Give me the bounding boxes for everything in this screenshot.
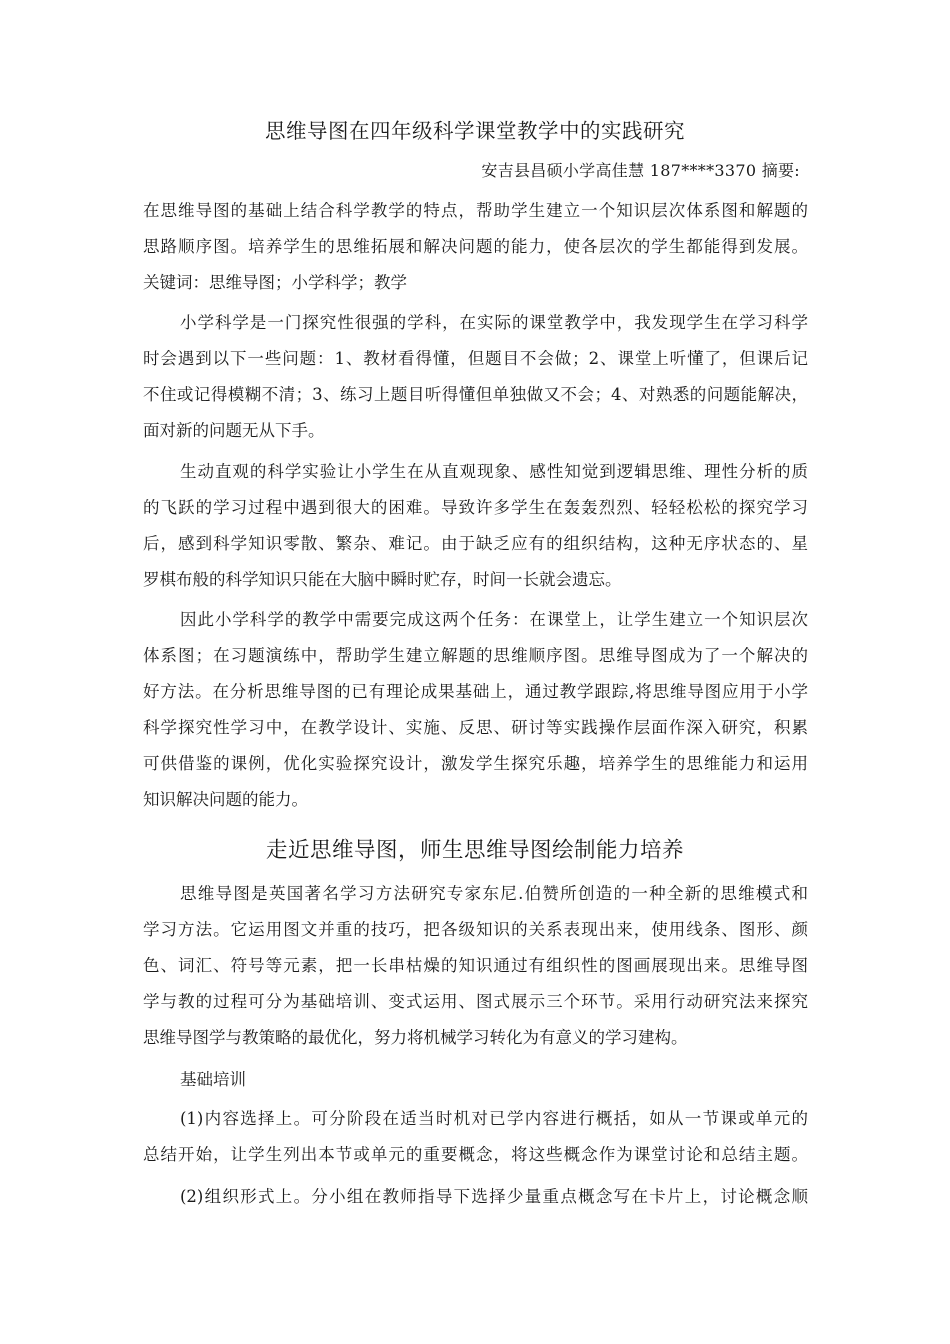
paragraph-line: 学习方法。它运用图文并重的技巧，把各级知识的关系表现出来，使用线条、图形、颜: [143, 920, 808, 939]
paragraph-line: 学与教的过程可分为基础培训、变式运用、图式展示三个环节。采用行动研究法来探究: [143, 992, 808, 1011]
paragraph-line: 色、词汇、符号等元素，把一长串枯燥的知识通过有组织性的图画展现出来。思维导图: [143, 956, 808, 975]
paragraph-line: (2)组织形式上。分小组在教师指导下选择少量重点概念写在卡片上，讨论概念顺: [180, 1187, 808, 1206]
paragraph-line: 思维导图是英国著名学习方法研究专家东尼.伯赞所创造的一种全新的思维模式和: [180, 884, 808, 903]
paragraph-line: 体系图；在习题演练中，帮助学生建立解题的思维顺序图。思维导图成为了一个解决的: [143, 646, 808, 665]
paragraph-line: 的飞跃的学习过程中遇到很大的困难。导致许多学生在轰轰烈烈、轻轻松松的探究学习: [143, 498, 808, 517]
paragraph-line: 好方法。在分析思维导图的已有理论成果基础上，通过教学跟踪,将思维导图应用于小学: [143, 682, 808, 701]
author-line: 安吉县昌硕小学高佳慧 187****3370 摘要:: [481, 161, 800, 180]
paragraph-line: (1)内容选择上。可分阶段在适当时机对已学内容进行概括，如从一节课或单元的: [180, 1109, 808, 1128]
section-title: 走近思维导图，师生思维导图绘制能力培养: [265, 838, 684, 863]
paragraph-line: 后，感到科学知识零散、繁杂、难记。由于缺乏应有的组织结构，这种无序状态的、星: [143, 534, 808, 553]
paragraph-line: 思维导图学与教策略的最优化，努力将机械学习转化为有意义的学习建构。: [143, 1028, 688, 1047]
document-title: 思维导图在四年级科学课堂教学中的实践研究: [265, 119, 685, 143]
paragraph-line: 罗棋布般的科学知识只能在大脑中瞬时贮存，时间一长就会遗忘。: [143, 570, 622, 589]
abstract-line: 思路顺序图。培养学生的思维拓展和解决问题的能力，使各层次的学生都能得到发展。: [143, 237, 808, 256]
paragraph-line: 小学科学是一门探究性很强的学科，在实际的课堂教学中，我发现学生在学习科学: [180, 313, 808, 332]
paragraph-line: 时会遇到以下一些问题：1、教材看得懂，但题目不会做；2、课堂上听懂了，但课后记: [143, 349, 808, 368]
paragraph-line: 不住或记得模糊不清；3、练习上题目听得懂但单独做又不会；4、对熟悉的问题能解决，: [143, 385, 808, 404]
keywords-line: 关键词：思维导图；小学科学；教学: [143, 273, 407, 292]
paragraph-line: 科学探究性学习中，在教学设计、实施、反思、研讨等实践操作层面作深入研究，积累: [143, 718, 808, 737]
paragraph-line: 因此小学科学的教学中需要完成这两个任务：在课堂上，让学生建立一个知识层次: [180, 610, 808, 629]
paragraph-line: 总结开始，让学生列出本节或单元的重要概念，将这些概念作为课堂讨论和总结主题。: [143, 1145, 808, 1164]
paragraph-line: 可供借鉴的课例，优化实验探究设计，激发学生探究乐趣，培养学生的思维能力和运用: [143, 754, 808, 773]
paragraph-line: 生动直观的科学实验让小学生在从直观现象、感性知觉到逻辑思维、理性分析的质: [180, 462, 808, 481]
subheading: 基础培训: [180, 1070, 246, 1089]
abstract-line: 在思维导图的基础上结合科学教学的特点，帮助学生建立一个知识层次体系图和解题的: [143, 201, 808, 220]
paragraph-line: 知识解决问题的能力。: [143, 790, 308, 809]
paragraph-line: 面对新的问题无从下手。: [143, 421, 325, 440]
